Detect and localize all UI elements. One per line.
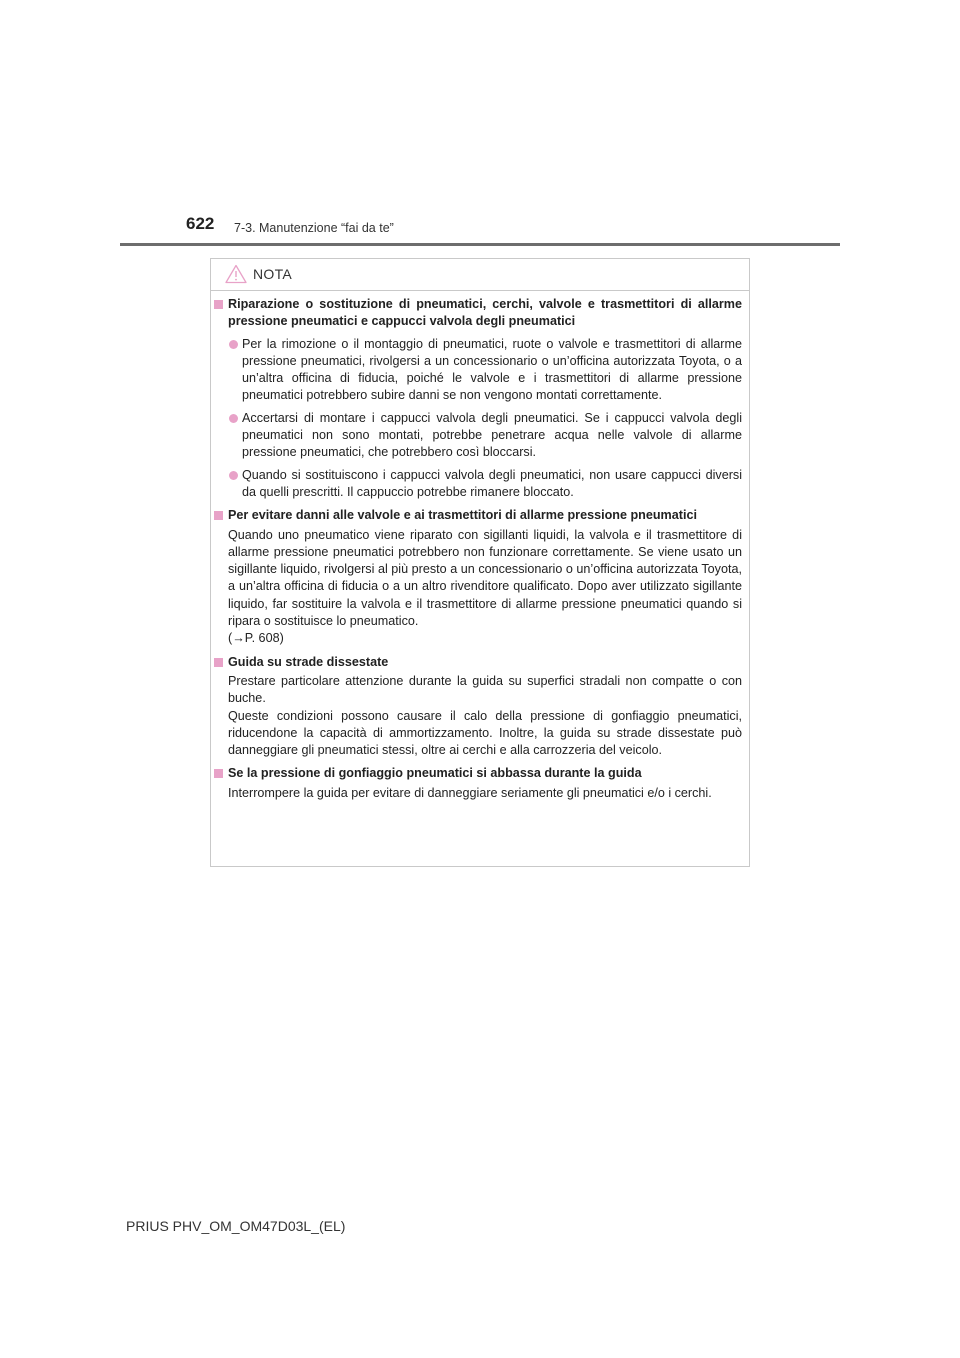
list-item-text: Accertarsi di montare i cappucci valvola degli pneumatici. Se i cappucci valvola degli pneumatici non sono montati, potrebbe penetrare acqua nelle valvole di allarme pressione pneumatici, che potrebbero così bloccarsi.: [242, 410, 742, 460]
section-text: Quando uno pneumatico viene riparato con sigillanti liquidi, la valvola e il trasmettitore di allarme pressione pneumatici potrebbero non funzionare correttamente. Se viene usato un sigillante liquido, rivolgersi al più presto a un concessionario o un’officina autorizzata Toyota, a un’altra officina di fiducia o a un altro rivenditore qualificato. Dopo aver utilizzato sigillante liquido, far sostituire la valvola e il trasmettitore di allarme pressione pneumatici quando si ripara o sostituisce lo pneumatico. (→P. 608): [228, 527, 742, 646]
note-section-pressure-drop: [214, 765, 742, 802]
square-bullet-icon: [214, 769, 223, 778]
document-code: PRIUS PHV_OM_OM47D03L_(EL): [126, 1218, 346, 1234]
list-item: [228, 410, 742, 462]
section-heading: Guida su strade dissestate: [228, 654, 389, 669]
note-section-repair: [214, 296, 742, 501]
circle-bullet-icon: [229, 340, 238, 349]
section-title: 7-3. Manutenzione “fai da te”: [234, 221, 394, 235]
note-section-sealant: [214, 507, 742, 647]
note-header: [225, 263, 292, 285]
circle-bullet-icon: [229, 414, 238, 423]
note-label: NOTA: [253, 266, 293, 282]
square-bullet-icon: [214, 658, 223, 667]
square-bullet-icon: [214, 511, 223, 520]
section-heading: Riparazione o sostituzione di pneumatici, cerchi, valvole e trasmettitori di allarme pressione pneumatici e cappucci valvola degli pneumatici: [228, 297, 742, 329]
circle-bullet-icon: [229, 471, 238, 480]
list-item: [228, 336, 742, 405]
warning-triangle-icon: [225, 264, 247, 284]
section-text: Interrompere la guida per evitare di danneggiare seriamente gli pneumatici e/o i cerchi.: [228, 785, 712, 800]
section-text: Prestare particolare attenzione durante la guida su superfici stradali non compatte o con buche. Queste condizioni possono causare il calo della pressione di gonfiaggio pneumatici, riducendone la capacità di ammortizzamento. Inoltre, la guida su strade dissestate può danneggiare gli pneumatici stessi, oltre ai cerchi e alla carrozzeria del veicolo.: [228, 673, 742, 758]
note-divider: [210, 290, 750, 291]
list-item-text: Per la rimozione o il montaggio di pneumatici, ruote o valvole e trasmettitori di allarme pressione pneumatici, rivolgersi a un concessionario o un’officina autorizzata Toyota, o a un’altra officina di fiducia, poiché le valvole e i trasmettitori di allarme pressione pneumatici potrebbero subire danni se non vengono montati correttamente.: [242, 336, 742, 403]
list-item-text: Quando si sostituiscono i cappucci valvola degli pneumatici, non usare cappucci diversi da quelli prescritti. Il cappuccio potrebbe rimanere bloccato.: [242, 467, 742, 499]
note-section-rough-roads: [214, 654, 742, 760]
note-content: [214, 296, 742, 808]
page-number: 622: [186, 214, 215, 233]
section-heading: Se la pressione di gonfiaggio pneumatici si abbassa durante la guida: [228, 766, 642, 781]
header-rule: [120, 243, 840, 246]
square-bullet-icon: [214, 300, 223, 309]
list-item: [228, 467, 742, 502]
section-heading: Per evitare danni alle valvole e ai trasmettitori di allarme pressione pneumatici: [228, 508, 697, 523]
